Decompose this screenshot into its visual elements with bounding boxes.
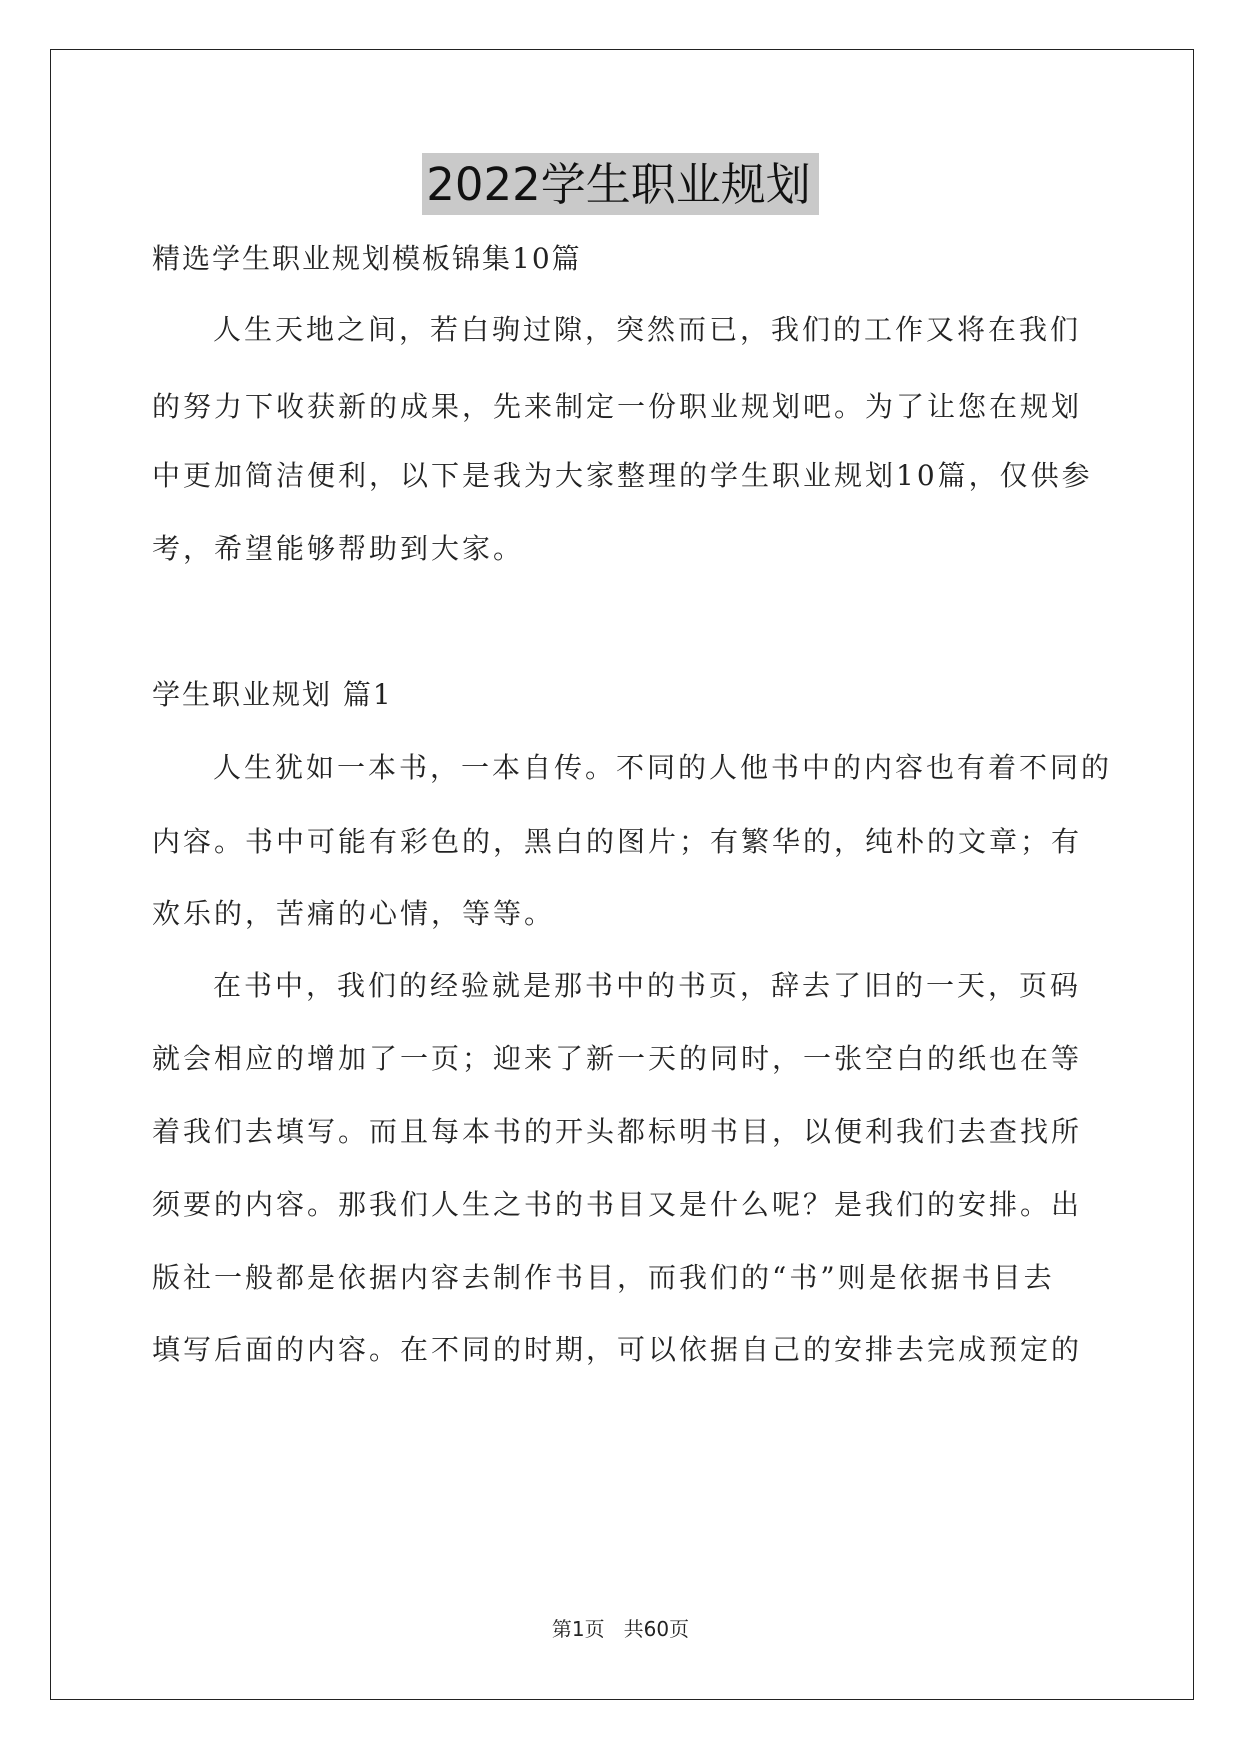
paragraph1-line: 内容。书中可能有彩色的，黑白的图片；有繁华的，纯朴的文章；有 bbox=[152, 825, 1083, 858]
intro-line: 人生天地之间，若白驹过隙，突然而已，我们的工作又将在我们 bbox=[213, 313, 1082, 346]
page-number-footer: 第1页 共60页 bbox=[551, 1617, 690, 1641]
paragraph2-line: 就会相应的增加了一页；迎来了新一天的同时，一张空白的纸也在等 bbox=[152, 1042, 1083, 1075]
page-border bbox=[50, 49, 1194, 1700]
paragraph2-line: 须要的内容。那我们人生之书的书目又是什么呢？是我们的安排。出 bbox=[152, 1188, 1083, 1221]
section-heading: 学生职业规划 篇1 bbox=[152, 678, 393, 711]
paragraph2-line: 着我们去填写。而且每本书的开头都标明书目，以便利我们去查找所 bbox=[152, 1115, 1083, 1148]
intro-line: 考，希望能够帮助到大家。 bbox=[152, 532, 525, 565]
paragraph2-line: 填写后面的内容。在不同的时期，可以依据自己的安排去完成预定的 bbox=[152, 1333, 1083, 1366]
paragraph2-line: 在书中，我们的经验就是那书中的书页，辞去了旧的一天，页码 bbox=[213, 969, 1082, 1002]
paragraph1-line: 欢乐的，苦痛的心情，等等。 bbox=[152, 897, 556, 930]
intro-line: 的努力下收获新的成果，先来制定一份职业规划吧。为了让您在规划 bbox=[152, 390, 1083, 423]
paragraph1-line: 人生犹如一本书，一本自传。不同的人他书中的内容也有着不同的 bbox=[213, 751, 1113, 784]
document-subtitle: 精选学生职业规划模板锦集10篇 bbox=[152, 242, 582, 275]
document-title: 2022学生职业规划 bbox=[422, 153, 819, 215]
paragraph2-line: 版社一般都是依据内容去制作书目，而我们的“书”则是依据书目去 bbox=[152, 1261, 1055, 1294]
intro-line: 中更加简洁便利，以下是我为大家整理的学生职业规划10篇，仅供参 bbox=[152, 459, 1093, 492]
title-container bbox=[0, 153, 1241, 215]
